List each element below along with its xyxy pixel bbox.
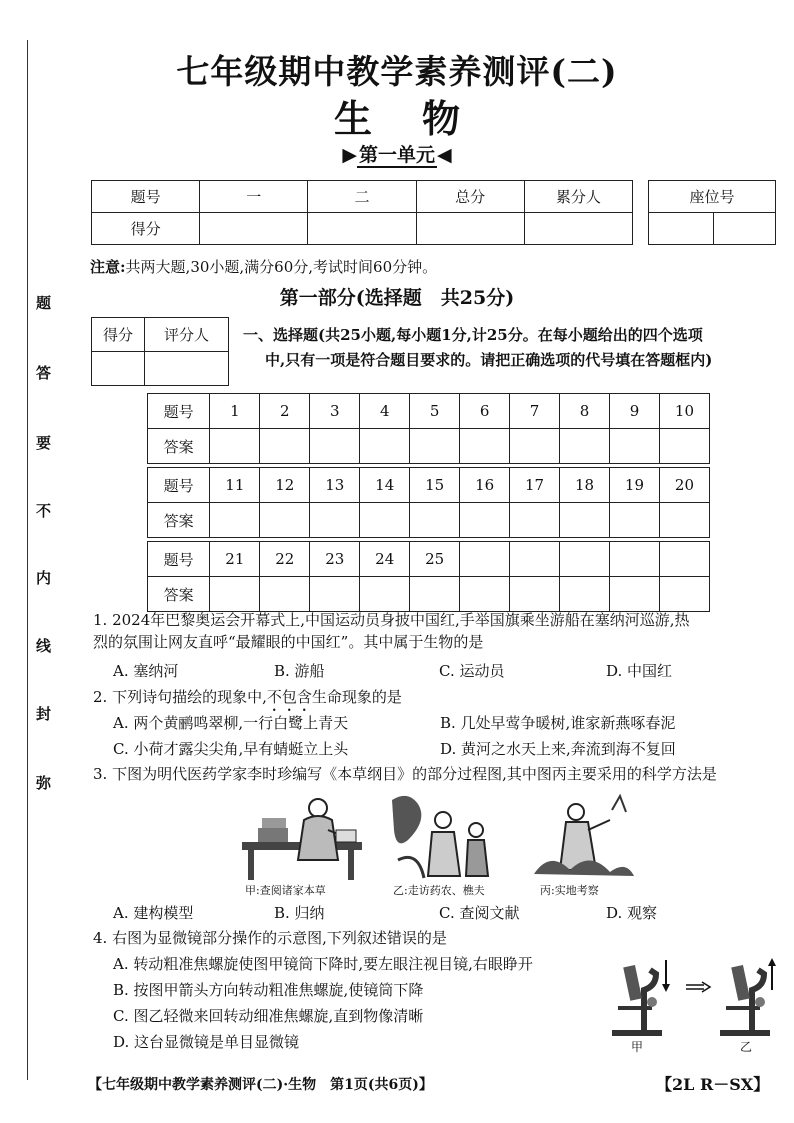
question-4: 4. 右图为显微镜部分操作的示意图,下列叙述错误的是 [93, 929, 447, 947]
grader-cell[interactable] [145, 352, 229, 386]
q3-option-b[interactable]: B. 归纳 [274, 904, 325, 922]
q4-option-b[interactable]: B. 按图甲箭头方向转动粗准焦螺旋,使镜筒下降 [113, 981, 424, 999]
answer-number-cell [659, 542, 709, 577]
q3-option-a[interactable]: A. 建构模型 [113, 904, 194, 922]
answer-cell[interactable] [560, 577, 610, 612]
answer-number-cell: 6 [460, 394, 510, 429]
score-cell[interactable] [200, 213, 308, 245]
question-2-emphasis: 不包含 [266, 688, 312, 706]
q1-option-b[interactable]: B. 游船 [274, 662, 325, 680]
side-char: 封 [36, 705, 52, 723]
answer-cell[interactable] [210, 429, 260, 464]
answer-cell[interactable] [560, 503, 610, 538]
note-text: 共两大题,30小题,满分60分,考试时间60分钟。 [125, 258, 438, 276]
exam-note [90, 256, 437, 277]
answer-number-cell: 7 [510, 394, 560, 429]
field-investigation-illustration [530, 790, 638, 882]
score-cell[interactable] [416, 213, 524, 245]
answer-number-cell: 25 [410, 542, 460, 577]
answer-cell[interactable] [410, 577, 460, 612]
unit-label [0, 140, 794, 167]
score-cell[interactable] [524, 213, 632, 245]
reading-scholar-illustration [238, 790, 366, 882]
question-2-stem: 2. 下列诗句描绘的现象中, [93, 688, 267, 706]
answer-cell[interactable] [659, 577, 709, 612]
answer-cell[interactable] [210, 577, 260, 612]
microscope-yi-icon [712, 950, 790, 1038]
grader-score-cell[interactable] [92, 352, 145, 386]
answer-number-cell: 13 [310, 468, 360, 503]
side-char: 内 [36, 569, 52, 587]
answer-cell[interactable] [310, 503, 360, 538]
answer-cell[interactable] [460, 577, 510, 612]
answer-number-label: 题号 [148, 542, 210, 577]
answer-cell[interactable] [260, 429, 310, 464]
answer-number-cell: 19 [610, 468, 660, 503]
answer-number-cell [460, 542, 510, 577]
q3-option-c[interactable]: C. 查阅文献 [439, 904, 520, 922]
answer-number-cell [610, 542, 660, 577]
answer-label: 答案 [148, 577, 210, 612]
score-table-header: 题号 [92, 181, 200, 213]
question-1-line: 烈的氛围让网友直呼“最耀眼的中国红”。其中属于生物的是 [93, 633, 484, 651]
answer-cell[interactable] [360, 503, 410, 538]
answer-label: 答案 [148, 429, 210, 464]
grader-box [91, 317, 229, 386]
answer-cell[interactable] [210, 503, 260, 538]
answer-cell[interactable] [410, 503, 460, 538]
answer-number-cell: 21 [210, 542, 260, 577]
answer-number-cell: 23 [310, 542, 360, 577]
question-1 [93, 609, 690, 653]
q1-option-d[interactable]: D. 中国红 [606, 662, 673, 680]
question-1-line: 1. 2024年巴黎奥运会开幕式上,中国运动员身披中国红,手举国旗乘坐游船在塞纳河巡游,热 [93, 611, 690, 629]
answer-number-cell: 15 [410, 468, 460, 503]
answer-number-cell [510, 542, 560, 577]
section-intro-line: 中,只有一项是符合题目要求的。请把正确选项的代号填在答题框内) [265, 351, 713, 369]
answer-cell[interactable] [510, 577, 560, 612]
q2-option-b[interactable]: B. 几处早莺争暖树,谁家新燕啄春泥 [440, 714, 676, 732]
answer-cell[interactable] [260, 577, 310, 612]
answer-cell[interactable] [510, 503, 560, 538]
seat-cell[interactable] [714, 213, 776, 245]
q2-option-a[interactable]: A. 两个黄鹂鸣翠柳,一行白鹭上青天 [113, 714, 349, 732]
microscope-caption: 甲 [631, 1040, 644, 1054]
q3-caption: 甲:查阅诸家本草 [245, 884, 326, 897]
answer-number-cell: 17 [510, 468, 560, 503]
answer-number-cell: 20 [659, 468, 709, 503]
score-cell[interactable] [308, 213, 416, 245]
answer-number-cell: 5 [410, 394, 460, 429]
double-arrow-icon [686, 980, 712, 994]
q1-option-a[interactable]: A. 塞纳河 [113, 662, 179, 680]
answer-number-cell: 16 [460, 468, 510, 503]
side-char: 题 [36, 294, 52, 312]
q4-option-a[interactable]: A. 转动粗准焦螺旋使图甲镜筒下降时,要左眼注视目镜,右眼睁开 [113, 955, 533, 973]
q3-option-d[interactable]: D. 观察 [606, 904, 658, 922]
left-triangle-icon: ◀ [437, 144, 452, 166]
seat-cell[interactable] [649, 213, 714, 245]
q1-option-c[interactable]: C. 运动员 [439, 662, 505, 680]
answer-row [148, 503, 710, 538]
q4-option-c[interactable]: C. 图乙轻微来回转动细准焦螺旋,直到物像清晰 [113, 1007, 424, 1025]
answer-number-cell: 11 [210, 468, 260, 503]
q3-caption: 乙:走访药农、樵夫 [393, 884, 485, 897]
grader-label: 评分人 [145, 318, 229, 352]
part1-title: 第一部分(选择题 共25分) [279, 287, 515, 309]
footer-right: 【2L R－SX】 [656, 1075, 770, 1094]
answer-cell[interactable] [659, 429, 709, 464]
answer-number-row [148, 542, 710, 577]
microscope-caption: 乙 [740, 1040, 753, 1054]
note-label: 注意: [90, 258, 126, 276]
answer-number-cell: 12 [260, 468, 310, 503]
answer-number-row [148, 394, 710, 429]
answer-table [147, 393, 710, 612]
answer-number-cell: 3 [310, 394, 360, 429]
answer-number-cell: 24 [360, 542, 410, 577]
answer-cell[interactable] [659, 503, 709, 538]
section-intro-line: 一、选择题(共25小题,每小题1分,计25分。在每小题给出的四个选项 [243, 326, 703, 344]
q2-option-c[interactable]: C. 小荷才露尖尖角,早有蜻蜓立上头 [113, 740, 349, 758]
seat-label: 座位号 [649, 181, 776, 213]
answer-row [148, 577, 710, 612]
answer-cell[interactable] [310, 577, 360, 612]
answer-number-cell: 10 [659, 394, 709, 429]
answer-row [148, 429, 710, 464]
answer-number-cell [560, 542, 610, 577]
answer-cell[interactable] [460, 503, 510, 538]
answer-cell[interactable] [610, 503, 660, 538]
side-char: 答 [36, 364, 52, 382]
score-table [91, 180, 633, 245]
score-table-header: 总分 [416, 181, 524, 213]
unit-text: 第一单元 [358, 144, 435, 166]
answer-cell[interactable] [410, 429, 460, 464]
answer-number-cell: 1 [210, 394, 260, 429]
q2-option-d[interactable]: D. 黄河之水天上来,奔流到海不复回 [440, 740, 676, 758]
subject-title: 生物 [333, 96, 510, 141]
answer-number-cell: 4 [360, 394, 410, 429]
answer-number-label: 题号 [148, 468, 210, 503]
score-table-header: 累分人 [524, 181, 632, 213]
answer-cell[interactable] [310, 429, 360, 464]
answer-number-row [148, 468, 710, 503]
answer-cell[interactable] [360, 429, 410, 464]
answer-number-cell: 2 [260, 394, 310, 429]
score-row-label: 得分 [92, 213, 200, 245]
side-char: 要 [36, 434, 52, 452]
q3-caption: 丙:实地考察 [540, 884, 599, 897]
side-char: 不 [36, 502, 52, 520]
seat-table [648, 180, 776, 245]
answer-cell[interactable] [610, 429, 660, 464]
answer-number-cell: 8 [560, 394, 610, 429]
answer-cell[interactable] [260, 503, 310, 538]
grader-score-label: 得分 [92, 318, 145, 352]
answer-number-cell: 18 [560, 468, 610, 503]
answer-cell[interactable] [360, 577, 410, 612]
answer-number-label: 题号 [148, 394, 210, 429]
side-char: 线 [36, 637, 52, 655]
answer-number-cell: 9 [610, 394, 660, 429]
visiting-farmers-illustration [388, 790, 498, 882]
binding-line [27, 40, 28, 1080]
answer-cell[interactable] [510, 429, 560, 464]
footer-left: 【七年级期中教学素养测评(二)·生物 第1页(共6页)】 [88, 1077, 433, 1093]
question-2 [93, 686, 402, 715]
q4-option-d[interactable]: D. 这台显微镜是单目显微镜 [113, 1033, 300, 1051]
side-char: 弥 [36, 774, 52, 792]
answer-number-cell: 14 [360, 468, 410, 503]
question-3: 3. 下图为明代医药学家李时珍编写《本草纲目》的部分过程图,其中图丙主要采用的科学方法是 [93, 765, 717, 783]
right-triangle-icon: ▶ [342, 144, 357, 166]
microscope-jia-icon [604, 950, 682, 1038]
section-intro [243, 323, 773, 373]
question-2-stem: 生命现象的是 [311, 688, 402, 706]
answer-cell[interactable] [460, 429, 510, 464]
score-table-header: 一 [200, 181, 308, 213]
answer-cell[interactable] [610, 577, 660, 612]
score-table-header: 二 [308, 181, 416, 213]
answer-number-cell: 22 [260, 542, 310, 577]
answer-cell[interactable] [560, 429, 610, 464]
answer-label: 答案 [148, 503, 210, 538]
exam-title: 七年级期中教学素养测评(二) [176, 52, 618, 91]
